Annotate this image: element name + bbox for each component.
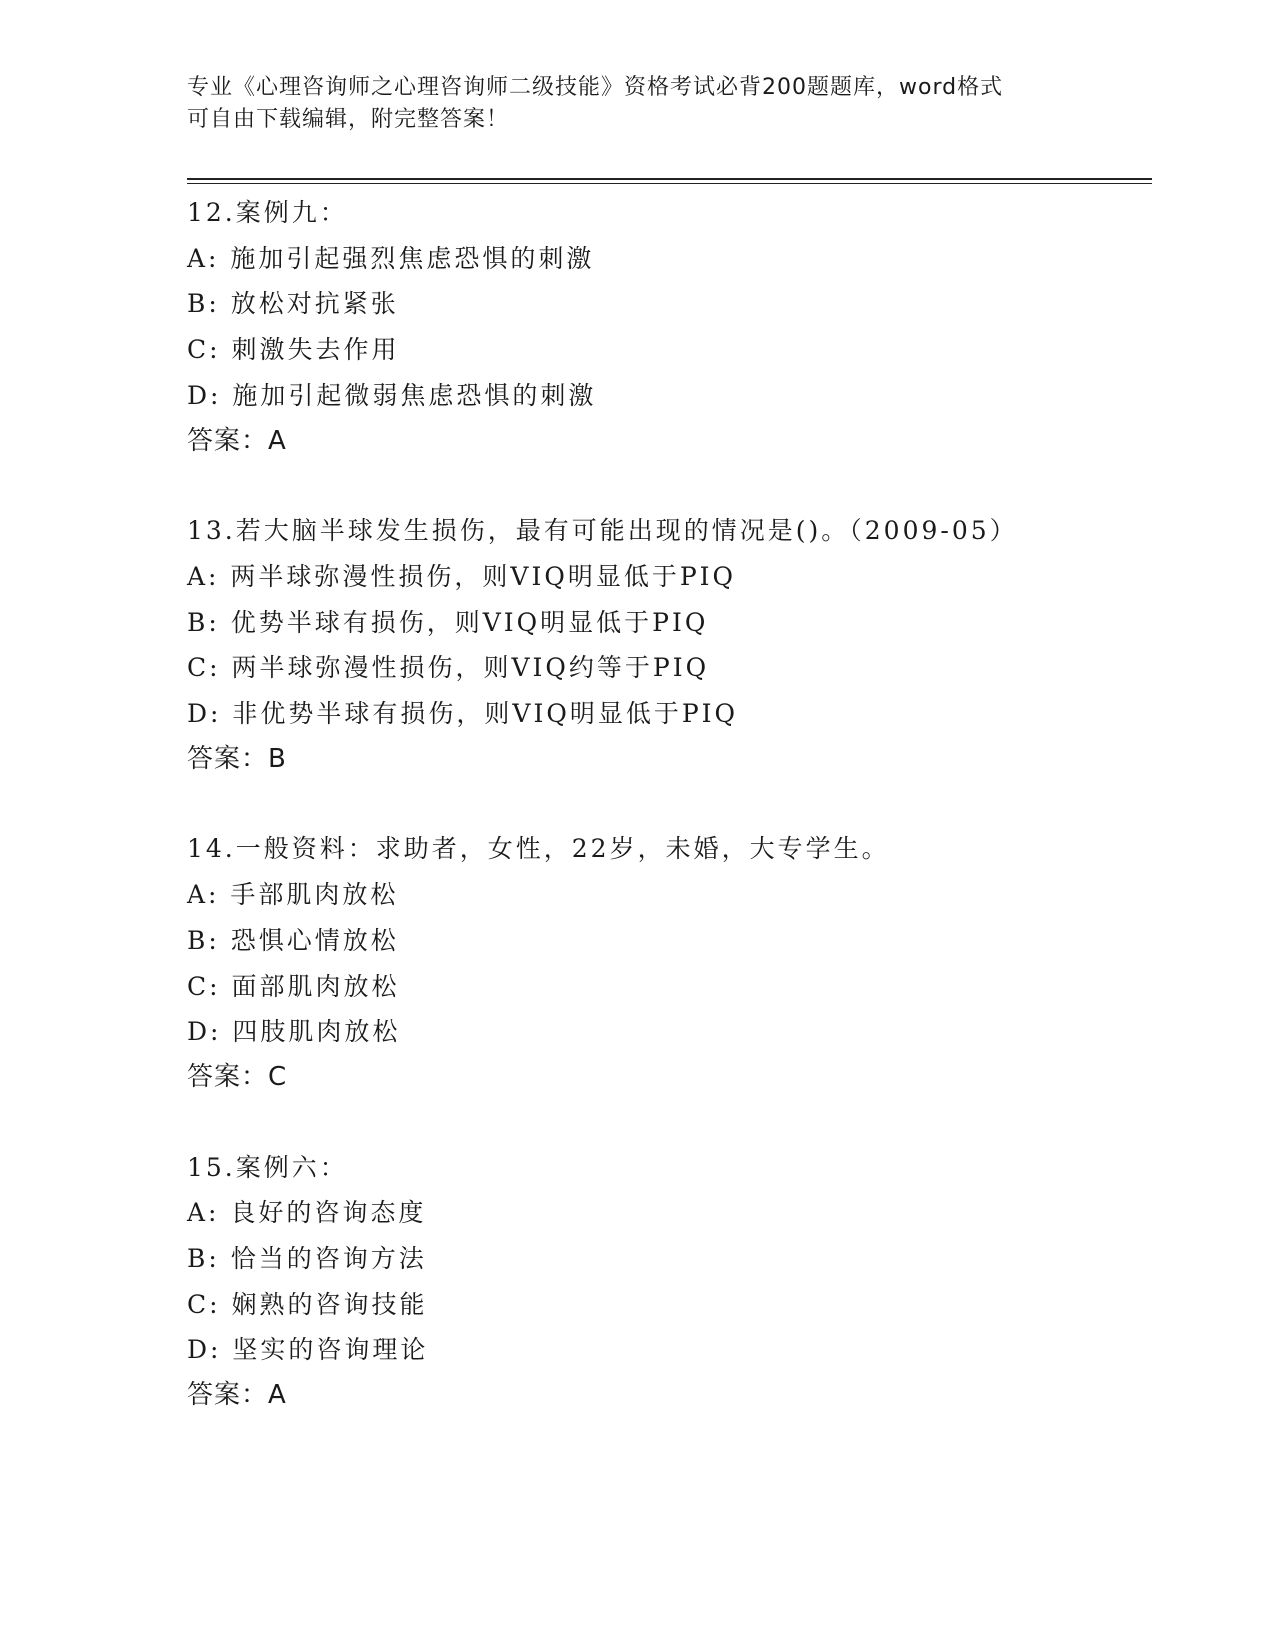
document-header [187,72,1087,136]
option-a: A: 两半球弥漫性损伤，则VIQ明显低于PIQ [187,561,737,591]
question-stem: 15.案例六： [187,1152,348,1182]
option-d: D: 施加引起微弱焦虑恐惧的刺激 [187,380,597,410]
header-line-2: 可自由下载编辑，附完整答案！ [187,107,510,132]
option-a: A: 良好的咨询态度 [187,1198,427,1228]
question-stem: 13.若大脑半球发生损伤，最有可能出现的情况是()。（2009-05） [187,516,1018,546]
option-c: C: 面部肌肉放松 [187,971,400,1001]
option-d: D: 四肢肌肉放松 [187,1017,401,1047]
answer-line: 答案：A [187,425,287,456]
answer-line: 答案：C [187,1061,288,1092]
option-b: B: 恰当的咨询方法 [187,1244,427,1274]
option-b: B: 放松对抗紧张 [187,289,399,319]
header-divider-thick [187,178,1152,180]
question-15 [187,1145,1147,1419]
option-b: B: 优势半球有损伤，则VIQ明显低于PIQ [187,607,709,637]
option-c: C: 两半球弥漫性损伤，则VIQ约等于PIQ [187,653,710,683]
option-d: D: 坚实的咨询理论 [187,1335,429,1365]
question-12 [187,190,1147,464]
question-stem: 12.案例九： [187,198,348,227]
answer-line: 答案：A [187,1380,287,1411]
option-b: B: 恐惧心情放松 [187,925,399,955]
question-13 [187,508,1147,782]
option-a: A: 施加引起强烈焦虑恐惧的刺激 [187,243,595,273]
option-c: C: 刺激失去作用 [187,335,400,365]
header-divider-thin [187,183,1152,184]
header-line-1: 专业《心理咨询师之心理咨询师二级技能》资格考试必背200题题库，word格式 [187,75,1004,100]
option-a: A: 手部肌肉放松 [187,880,399,910]
question-list [187,190,1147,1419]
option-c: C: 娴熟的咨询技能 [187,1289,428,1319]
option-d: D: 非优势半球有损伤，则VIQ明显低于PIQ [187,699,739,729]
question-14 [187,826,1147,1100]
answer-line: 答案：B [187,743,287,774]
question-stem: 14.一般资料：求助者，女性，22岁，未婚，大专学生。 [187,834,890,864]
